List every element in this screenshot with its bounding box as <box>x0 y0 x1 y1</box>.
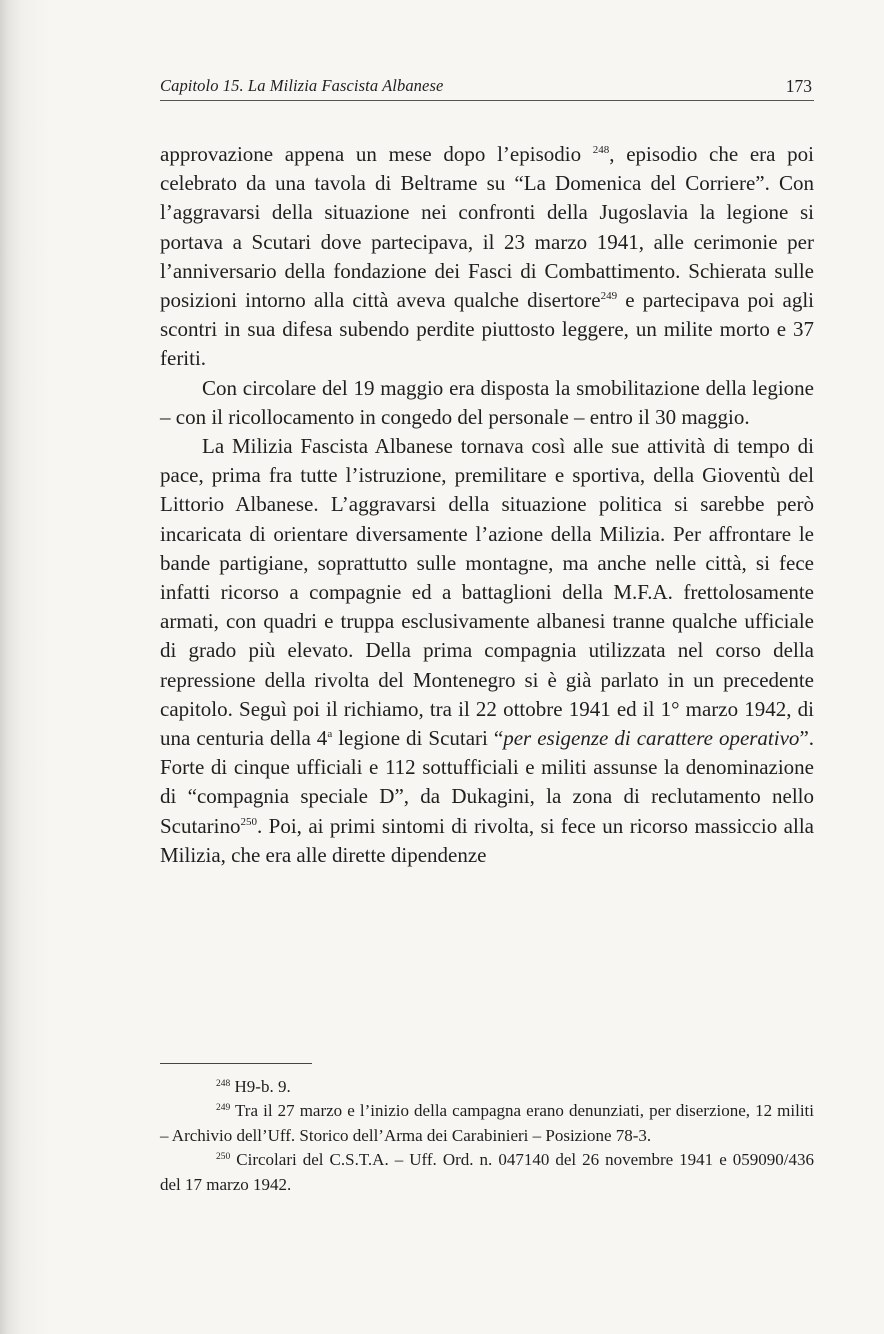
text-run: e partecipava poi agli scontri in sua difesa subendo perdite piuttosto leggere, un milite morto e 37 feriti. <box>160 288 814 371</box>
footnote-text: Tra il 27 marzo e l’inizio della campagna erano denunziati, per diserzione, 12 militi – Archivio dell’Uff. Storico dell’Arma dei Carabinieri – Posizione 78-3. <box>160 1101 814 1145</box>
paragraph <box>160 432 814 870</box>
footnote-text: Circolari del C.S.T.A. – Uff. Ord. n. 047140 del 26 novembre 1941 e 059090/436 del 17 marzo 1942. <box>160 1150 814 1194</box>
paragraph <box>160 374 814 432</box>
footnote <box>160 1148 814 1197</box>
text-run: ”. Forte di cinque ufficiali e 112 sottufficiali e militi assunse la denominazione di “compagnia speciale D”, da Dukagini, la zona di reclutamento nello Scutarino <box>160 726 815 838</box>
footnote-number: 248 <box>216 1079 231 1089</box>
page-number: 173 <box>785 76 812 96</box>
body-text <box>160 140 814 870</box>
text-run: Con circolare del 19 maggio era disposta la smobilitazione della legione – con il ricollocamento in congedo del personale – entro il 30 maggio. <box>160 375 814 429</box>
footnote-number: 250 <box>216 1152 231 1163</box>
footnotes <box>160 1075 814 1197</box>
paragraph <box>160 140 814 374</box>
footnote-text: H9-b. 9. <box>230 1077 291 1096</box>
text-run: La Milizia Fascista Albanese tornava così alle sue attività di tempo di pace, prima fra tutte l’istruzione, premilitare e sportiva, della Gioventù del Littorio Albanese. L’aggravarsi della situazione politica si sarebbe però incaricata di orientare diversamente l’azione della Milizia. Per affrontare le bande partigiane, soprattutto sulle montagne, ma anche nelle città, si fece infatti ricorso a compagnie ed a battaglioni della M.F.A. frettolosamente armati, con quadri e truppa esclusivamente albanesi tranne qualche ufficiale di grado più elevato. Della prima compagnia utilizzata nel corso della repressione della rivolta del Montenegro si è già parlato in un precedente capitolo. Seguì poi il richiamo, tra il 22 ottobre 1941 ed il 1° marzo 1942, di una centuria della 4 <box>160 434 814 751</box>
footnote-number: 249 <box>216 1103 231 1114</box>
text-run: legione di Scutari “ <box>332 726 504 751</box>
text-run: approvazione appena un mese dopo l’episodio <box>160 142 593 166</box>
footnote-separator <box>160 1063 312 1064</box>
footnote <box>160 1075 814 1099</box>
footnote-ref: 250 <box>240 815 257 828</box>
footnote-ref: a <box>327 728 333 741</box>
text-run: . Poi, ai primi sintomi di rivolta, si fece un ricorso massiccio alla Milizia, che era alle dirette dipendenze <box>160 813 814 867</box>
running-header <box>160 74 814 101</box>
running-title: Capitolo 15. La Milizia Fascista Albanese <box>160 76 444 95</box>
italic-quote: per esigenze di carattere operativo <box>503 726 800 751</box>
footnote <box>160 1099 814 1148</box>
text-run: , episodio che era poi celebrato da una tavola di Beltrame su “La Domenica del Corriere”. Con l’aggravarsi della situazione nei confronti della Jugoslavia la legione si portava a Scutari dove partecipava, il 23 marzo 1941, alle cerimonie per l’anniversario della fondazione dei Fasci di Combattimento. Schierata sulle posizioni intorno alla città aveva qualche disertore <box>160 142 814 313</box>
footnote-ref: 249 <box>600 290 618 303</box>
footnote-ref: 248 <box>592 144 610 156</box>
